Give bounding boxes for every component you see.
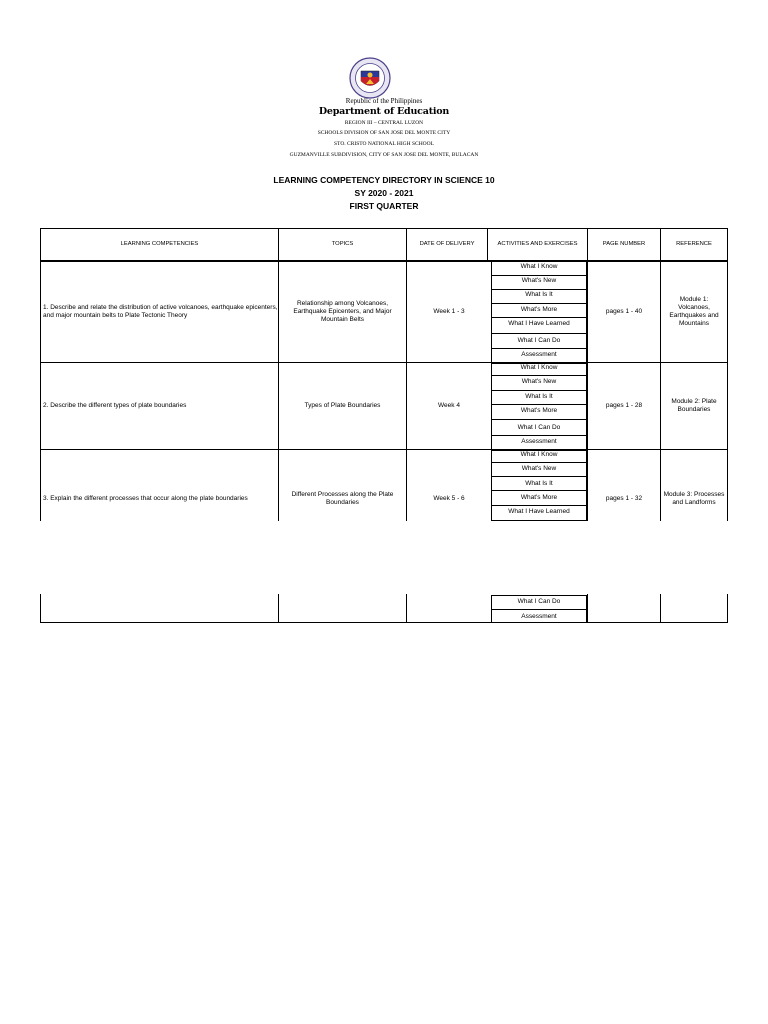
activity-item: What's New (521, 378, 557, 385)
activity-divider (491, 333, 587, 334)
activity-divider (491, 462, 587, 463)
activity-divider (491, 435, 587, 436)
activity-divider (491, 490, 587, 491)
page-cell: pages 1 - 32 (605, 494, 643, 502)
topic-cell: Relationship among Volcanoes, Earthquake Epicenters, and Major Mountain Belts (293, 300, 392, 323)
activity-item: What's New (521, 465, 557, 472)
activity-item: What I Know (520, 451, 558, 458)
date-cell: Week 4 (438, 402, 460, 410)
column-header: DATE OF DELIVERY (419, 241, 475, 248)
competency-cell: 3. Explain the different processes that occur along the plate boundaries (43, 494, 248, 502)
deped-seal-icon (349, 57, 391, 99)
column-header: PAGE NUMBER (602, 241, 646, 248)
activity-item: Assessment (521, 613, 557, 620)
activity-item: What I Know (520, 364, 558, 371)
column-divider (278, 228, 279, 521)
date-cell: Week 5 - 6 (433, 494, 465, 502)
column-header: TOPICS (331, 241, 354, 248)
activity-divider (491, 317, 587, 318)
activity-divider (491, 419, 587, 420)
activity-divider (491, 289, 587, 290)
activity-item: What's More (520, 306, 558, 313)
date-cell: Week 1 - 3 (433, 308, 465, 316)
reference-cell: Module 3: Processes and Landforms (663, 490, 725, 506)
activity-divider (491, 375, 587, 376)
activity-divider (491, 404, 587, 405)
column-divider (406, 594, 407, 623)
page-break-gap (30, 521, 740, 594)
activity-divider (491, 275, 587, 276)
competency-cell: 1. Describe and relate the distribution of active volcanoes, earthquake epicenters, and major mountain belts to Plate Tectonic Theory (43, 304, 278, 319)
quarter-label: FIRST QUARTER (349, 201, 419, 211)
header-department: Department of Education (318, 106, 450, 117)
header-address: GUZMANVILLE SUBDIVISION, CITY OF SAN JOSE DEL MONTE, BULACAN (289, 152, 479, 158)
header-republic: Republic of the Philippines (345, 97, 423, 105)
competency-cell: 2. Describe the different types of plate boundaries (43, 402, 187, 410)
column-header: ACTIVITIES AND EXERCISES (497, 241, 578, 248)
activity-item: What I Can Do (517, 598, 561, 605)
column-divider (40, 594, 41, 623)
column-header: REFERENCE (676, 241, 712, 248)
activity-item: What I Can Do (517, 424, 561, 431)
activity-divider (491, 609, 587, 610)
page-cell: pages 1 - 40 (605, 308, 643, 316)
activity-item: What Is It (525, 393, 553, 400)
header-division: SCHOOLS DIVISION OF SAN JOSE DEL MONTE CITY (317, 130, 451, 136)
column-divider (727, 228, 728, 521)
column-divider (727, 594, 728, 623)
activity-item: What I Can Do (517, 337, 561, 344)
activity-item: Assessment (521, 438, 557, 445)
activity-item: Assessment (521, 351, 557, 358)
activity-divider (491, 476, 587, 477)
activity-item: What's More (520, 407, 558, 414)
activity-item: What I Have Learned (508, 508, 570, 515)
column-divider (587, 594, 588, 623)
activity-item: What Is It (525, 480, 553, 487)
page-cell: pages 1 - 28 (605, 402, 643, 410)
activity-item: What's New (521, 277, 557, 284)
topic-cell: Types of Plate Boundaries (304, 402, 381, 410)
header-region: REGION III – CENTRAL LUZON (344, 120, 424, 126)
activity-item: What Is It (525, 291, 553, 298)
activity-divider (491, 348, 587, 349)
column-divider (660, 228, 661, 521)
activity-divider (491, 505, 587, 506)
reference-cell: Module 1: Volcanoes, Earthquakes and Mountains (669, 296, 719, 327)
column-header: LEARNING COMPETENCIES (120, 241, 199, 248)
activity-item: What I Know (520, 263, 558, 270)
school-year: SY 2020 - 2021 (354, 188, 414, 198)
activity-divider (491, 303, 587, 304)
header-school: STO. CRISTO NATIONAL HIGH SCHOOL (334, 141, 434, 147)
activity-divider (491, 390, 587, 391)
table-border (40, 622, 728, 623)
document-title: LEARNING COMPETENCY DIRECTORY IN SCIENCE 10 (273, 175, 495, 185)
topic-cell: Different Processes along the Plate Boundaries (291, 490, 394, 506)
activity-item: What I Have Learned (508, 320, 570, 327)
reference-cell: Module 2: Plate Boundaries (671, 398, 717, 413)
column-divider (660, 594, 661, 623)
column-divider (278, 594, 279, 623)
activity-item: What's More (520, 494, 558, 501)
